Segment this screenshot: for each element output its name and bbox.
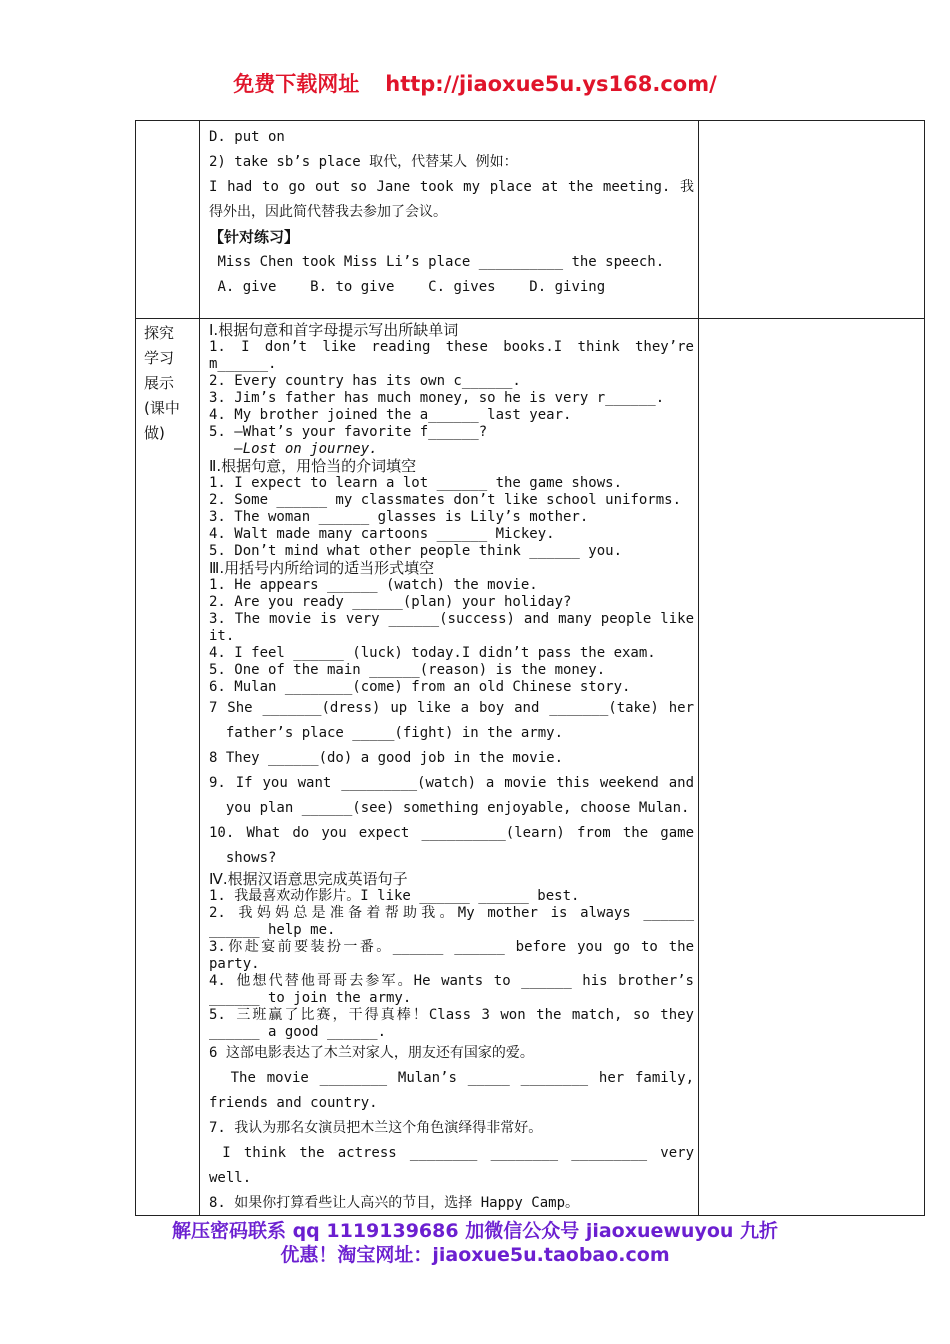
exercise-line: 2. Are you ready ______(plan) your holiday? <box>209 594 572 610</box>
exercise-cell <box>209 322 694 1216</box>
column-divider <box>199 121 200 1215</box>
exercise-line: 5. Don’t mind what other people think ______ you. <box>209 543 623 559</box>
exercise-heading: Ⅳ.根据汉语意思完成英语句子 <box>209 870 408 888</box>
exercise-line: 1. I don’t like reading these books.I think they’re <box>209 339 694 355</box>
stage-label-line: 学习 <box>144 349 175 367</box>
footer-contact: 解压密码联系 qq 1119139686 加微信公众号 jiaoxuewuyou 九折 <box>171 1220 779 1242</box>
footer-shop-link[interactable]: 优惠！淘宝网址：jiaoxue5u.taobao.com <box>280 1244 670 1266</box>
exercise-line: well. <box>209 1170 252 1186</box>
exercise-line: 3.你赴宴前要装扮一番。______ ______ before you go to the <box>209 939 694 955</box>
exercise-line: 5. —What’s your favorite f______? <box>209 424 488 440</box>
exercise-line: 4. 他想代替他哥哥去参军。He wants to ______ his brother’s <box>209 973 694 989</box>
grammar-note-cell <box>209 125 694 300</box>
exercise-line: father’s place _____(fight) in the army. <box>209 725 564 741</box>
stage-label-line: 展示 <box>144 374 175 392</box>
text-line: D. put on <box>209 129 285 145</box>
text-line: 得外出，因此简代替我去参加了会议。 <box>209 204 447 220</box>
exercise-heading: Ⅲ.用括号内所给词的适当形式填空 <box>209 559 435 577</box>
text-line: Miss Chen took Miss Li’s place __________ the speech. <box>209 254 665 270</box>
exercise-line: ______ a good ______. <box>209 1024 387 1040</box>
exercise-line: 9. If you want _________(watch) a movie this weekend and <box>209 775 694 791</box>
exercise-line: 7. 我认为那名女演员把木兰这个角色演绎得非常好。 <box>209 1120 543 1136</box>
column-divider <box>698 121 699 1215</box>
text-line: 2) take sb’s place 取代，代替某人 例如： <box>209 154 518 170</box>
stage-label <box>144 321 192 446</box>
exercise-line: 4. Walt made many cartoons ______ Mickey. <box>209 526 555 542</box>
exercise-line: The movie ________ Mulan’s _____ ________ her family, <box>209 1070 694 1086</box>
exercise-line: 2. 我妈妈总是准备着帮助我。My mother is always ______ <box>209 905 694 921</box>
exercise-line: 7 She _______(dress) up like a boy and _______(take) her <box>209 700 694 716</box>
exercise-line: 2. Every country has its own c______. <box>209 373 521 389</box>
exercise-line: 10. What do you expect __________(learn) from the game <box>209 825 694 841</box>
exercise-line: you plan ______(see) something enjoyable, choose Mulan. <box>209 800 690 816</box>
exercise-heading: Ⅰ.根据句意和首字母提示写出所缺单词 <box>209 321 459 339</box>
exercise-line: ______ help me. <box>209 922 336 938</box>
site-name: 免费下载网址 <box>233 72 360 96</box>
exercise-line: 6 这部电影表达了木兰对家人，朋友还有国家的爱。 <box>209 1045 534 1061</box>
text-line: A. give B. to give C. gives D. giving <box>209 279 606 295</box>
exercise-heading: Ⅱ.根据句意，用恰当的介词填空 <box>209 457 417 475</box>
exercise-line: —Lost on journey. <box>209 441 378 457</box>
header-banner <box>0 68 950 98</box>
exercise-line: 4. I feel ______ (luck) today.I didn’t pass the exam. <box>209 645 656 661</box>
stage-label-line: 做) <box>144 424 165 442</box>
exercise-line: 6. Mulan ________(come) from an old Chinese story. <box>209 679 631 695</box>
exercise-line: 5. 三班赢了比赛，干得真棒！Class 3 won the match, so they <box>209 1007 694 1023</box>
exercise-line: 3. The woman ______ glasses is Lily’s mother. <box>209 509 589 525</box>
exercise-line: m______. <box>209 356 277 372</box>
exercise-line: 8 They ______(do) a good job in the movie. <box>209 750 564 766</box>
stage-label-line: (课中 <box>144 399 180 417</box>
exercise-line: ______ to join the army. <box>209 990 412 1006</box>
row-divider <box>136 318 924 319</box>
exercise-line: 8. 如果你打算看些让人高兴的节目，选择 Happy Camp。 <box>209 1195 580 1211</box>
exercise-line: I think the actress ________ ________ _________ very <box>209 1145 694 1161</box>
exercise-line: it. <box>209 628 235 644</box>
stage-label-line: 探究 <box>144 324 175 342</box>
exercise-line: 1. I expect to learn a lot ______ the game shows. <box>209 475 623 491</box>
worksheet-table <box>135 120 925 1216</box>
exercise-line: party. <box>209 956 260 972</box>
section-heading: 【针对练习】 <box>209 228 300 246</box>
exercise-line: shows? <box>209 850 277 866</box>
exercise-line: 4. My brother joined the a______ last year. <box>209 407 572 423</box>
exercise-line: friends and country. <box>209 1095 378 1111</box>
exercise-line: 3. The movie is very ______(success) and many people like <box>209 611 694 627</box>
site-url-link[interactable]: http://jiaoxue5u.ys168.com/ <box>385 72 717 96</box>
exercise-line: 3. Jim’s father has much money, so he is very r______. <box>209 390 665 406</box>
exercise-line: 1. 我最喜欢动作影片。I like ______ ______ best. <box>209 888 580 904</box>
text-line: I had to go out so Jane took my place at the meeting. 我 <box>209 179 694 195</box>
exercise-line: 2. Some ______ my classmates don’t like school uniforms. <box>209 492 682 508</box>
exercise-line: 1. He appears ______ (watch) the movie. <box>209 577 538 593</box>
exercise-line: 5. One of the main ______(reason) is the money. <box>209 662 606 678</box>
